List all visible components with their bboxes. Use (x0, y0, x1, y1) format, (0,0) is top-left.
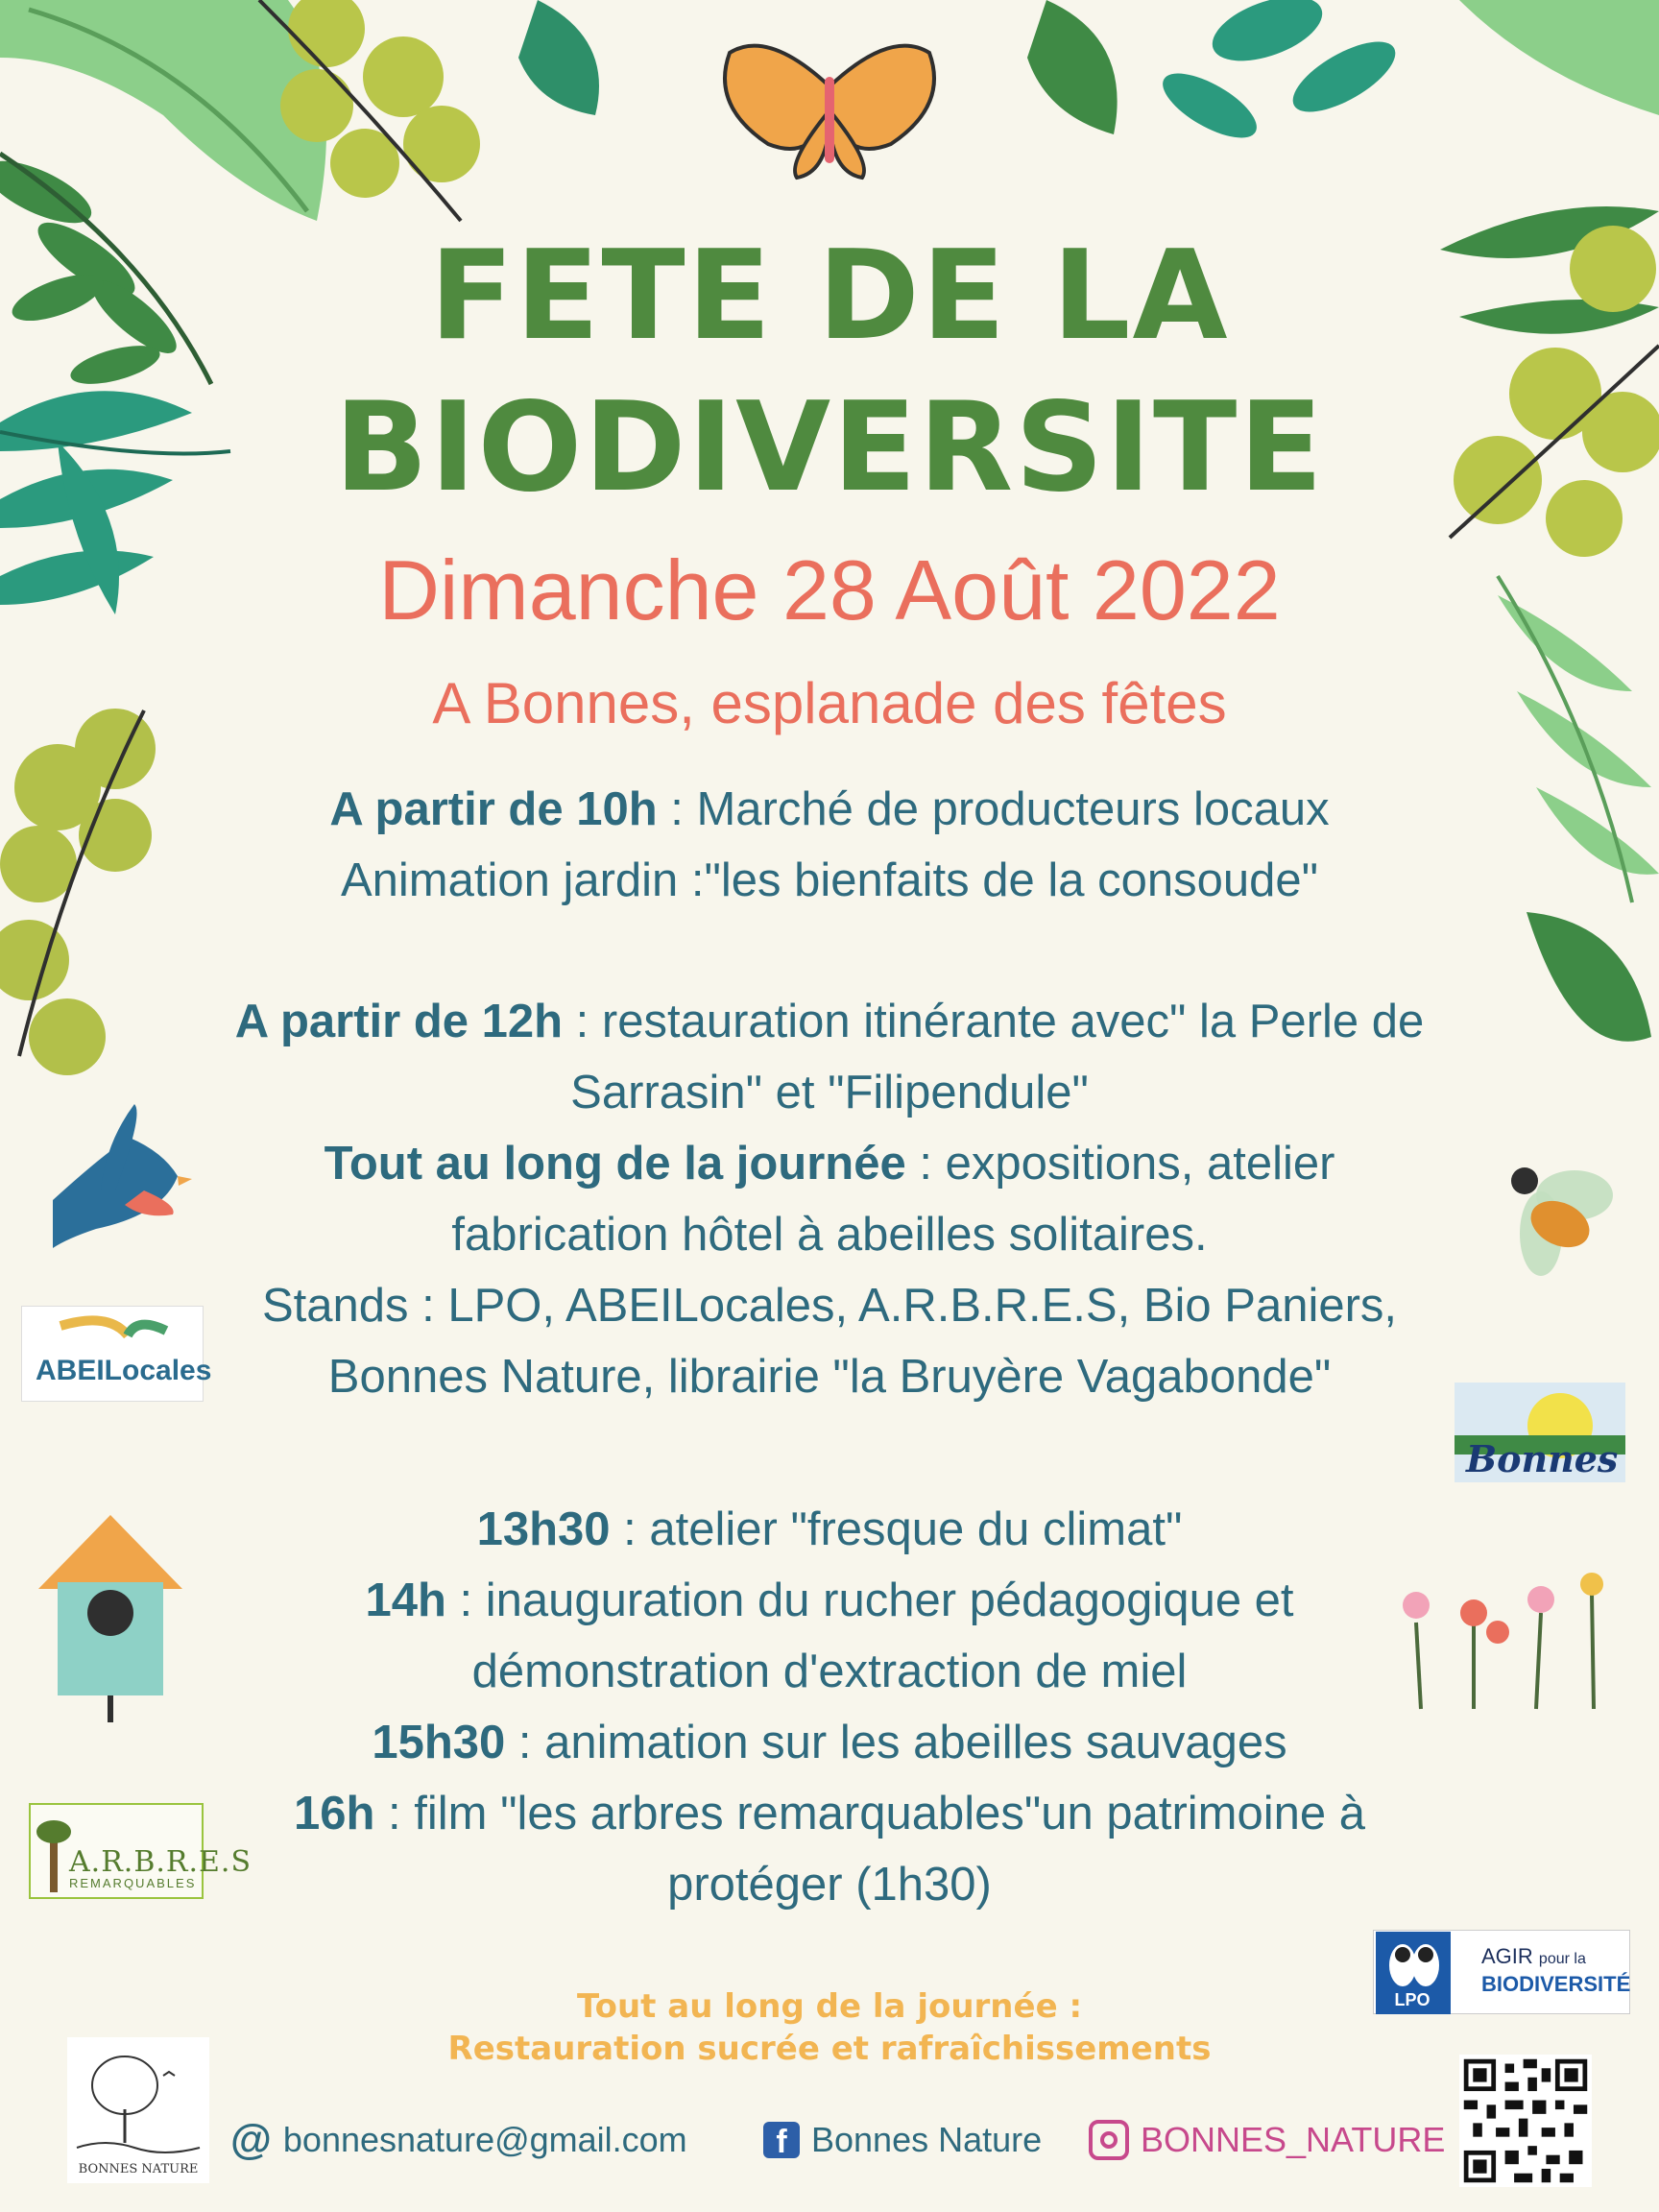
program-line: Sarrasin" et "Filipendule" (570, 1067, 1089, 1118)
title-line-2: BIODIVERSITE (334, 376, 1325, 519)
instagram-contact[interactable] (1089, 2117, 1445, 2163)
program-text: : Marché de producteurs locaux (657, 783, 1330, 835)
program-text: : expositions, atelier (905, 1138, 1335, 1190)
abeilocales-logo (21, 1306, 212, 1402)
program-line: démonstration d'extraction de miel (471, 1646, 1188, 1697)
instagram-icon (1089, 2120, 1129, 2160)
title-line-1: FETE DE LA (429, 225, 1230, 368)
butterfly-icon (725, 46, 934, 178)
program-line: Bonnes Nature, librairie "la Bruyère Vagabonde" (327, 1351, 1332, 1403)
program-time: 15h30 (372, 1717, 506, 1768)
lpo-logo-text: LPO (1394, 1990, 1431, 2009)
lpo-slogan (1481, 1944, 1630, 1997)
facebook-contact[interactable] (763, 2117, 1042, 2163)
program-line (0, 1707, 1659, 1778)
program-line (0, 1565, 1659, 1636)
program-line: Stands : LPO, ABEILocales, A.R.B.R.E.S, Bio Paniers, (261, 1280, 1398, 1332)
event-venue: A Bonnes, esplanade des fêtes (432, 671, 1227, 735)
abeilocales-logo-text: ABEILocales (36, 1355, 212, 1386)
program-text: : restauration itinérante avec" la Perle de (563, 996, 1425, 1047)
footer-note-line-1: Tout au long de la journée : (576, 1987, 1083, 2026)
program-line (0, 774, 1659, 845)
qr-code[interactable] (1459, 2055, 1592, 2187)
facebook-icon: f (763, 2122, 800, 2158)
program-line (0, 1778, 1659, 1849)
program-time: Tout au long de la journée (324, 1138, 906, 1190)
program-line (0, 986, 1659, 1057)
program-time: 16h (294, 1788, 375, 1839)
lpo-slogan-2: pour la (1538, 1951, 1586, 1967)
program-line: fabrication hôtel à abeilles solitaires. (451, 1209, 1208, 1261)
bonnes-nature-logo (67, 2037, 209, 2183)
program-line (0, 1128, 1659, 1199)
program-line: protéger (1h30) (667, 1859, 992, 1911)
lpo-slogan-3: BIODIVERSITÉ (1481, 1972, 1631, 1996)
program-block-midday (0, 986, 1659, 1412)
footer-note-line-2: Restauration sucrée et rafraîchissements (447, 2030, 1212, 2068)
instagram-handle: BONNES_NATURE (1141, 2120, 1446, 2159)
program-line: Animation jardin :"les bienfaits de la consoude" (340, 854, 1319, 906)
program-time: 13h30 (476, 1503, 611, 1555)
program-text: : atelier "fresque du climat" (610, 1503, 1183, 1555)
lpo-logo (1373, 1930, 1630, 2014)
program-time: A partir de 10h (329, 783, 658, 835)
bonnes-nature-logo-text: BONNES NATURE (78, 2162, 199, 2176)
program-text: : inauguration du rucher pédagogique et (445, 1575, 1294, 1626)
arbres-logo (29, 1803, 252, 1899)
event-date: Dimanche 28 Août 2022 (378, 542, 1281, 637)
program-time: 14h (365, 1575, 446, 1626)
arbres-logo-subtext: REMARQUABLES (69, 1876, 197, 1890)
email-icon: @ (230, 2116, 272, 2163)
lpo-slogan-1: AGIR (1481, 1944, 1533, 1968)
email-address: bonnesnature@gmail.com (282, 2120, 687, 2159)
bonnes-logo-text: Bonnes (1466, 1437, 1619, 1480)
arbres-logo-text: A.R.B.R.E.S (69, 1845, 252, 1879)
program-text: : film "les arbres remarquables"un patrimoine à (374, 1788, 1365, 1839)
event-title (0, 221, 1659, 524)
program-time: A partir de 12h (234, 996, 564, 1047)
facebook-name: Bonnes Nature (811, 2120, 1043, 2159)
program-text: : animation sur les abeilles sauvages (505, 1717, 1287, 1768)
email-contact[interactable] (230, 2117, 687, 2163)
bonnes-logo (1455, 1382, 1625, 1482)
program-block-morning (0, 774, 1659, 916)
program-line (0, 1494, 1659, 1565)
